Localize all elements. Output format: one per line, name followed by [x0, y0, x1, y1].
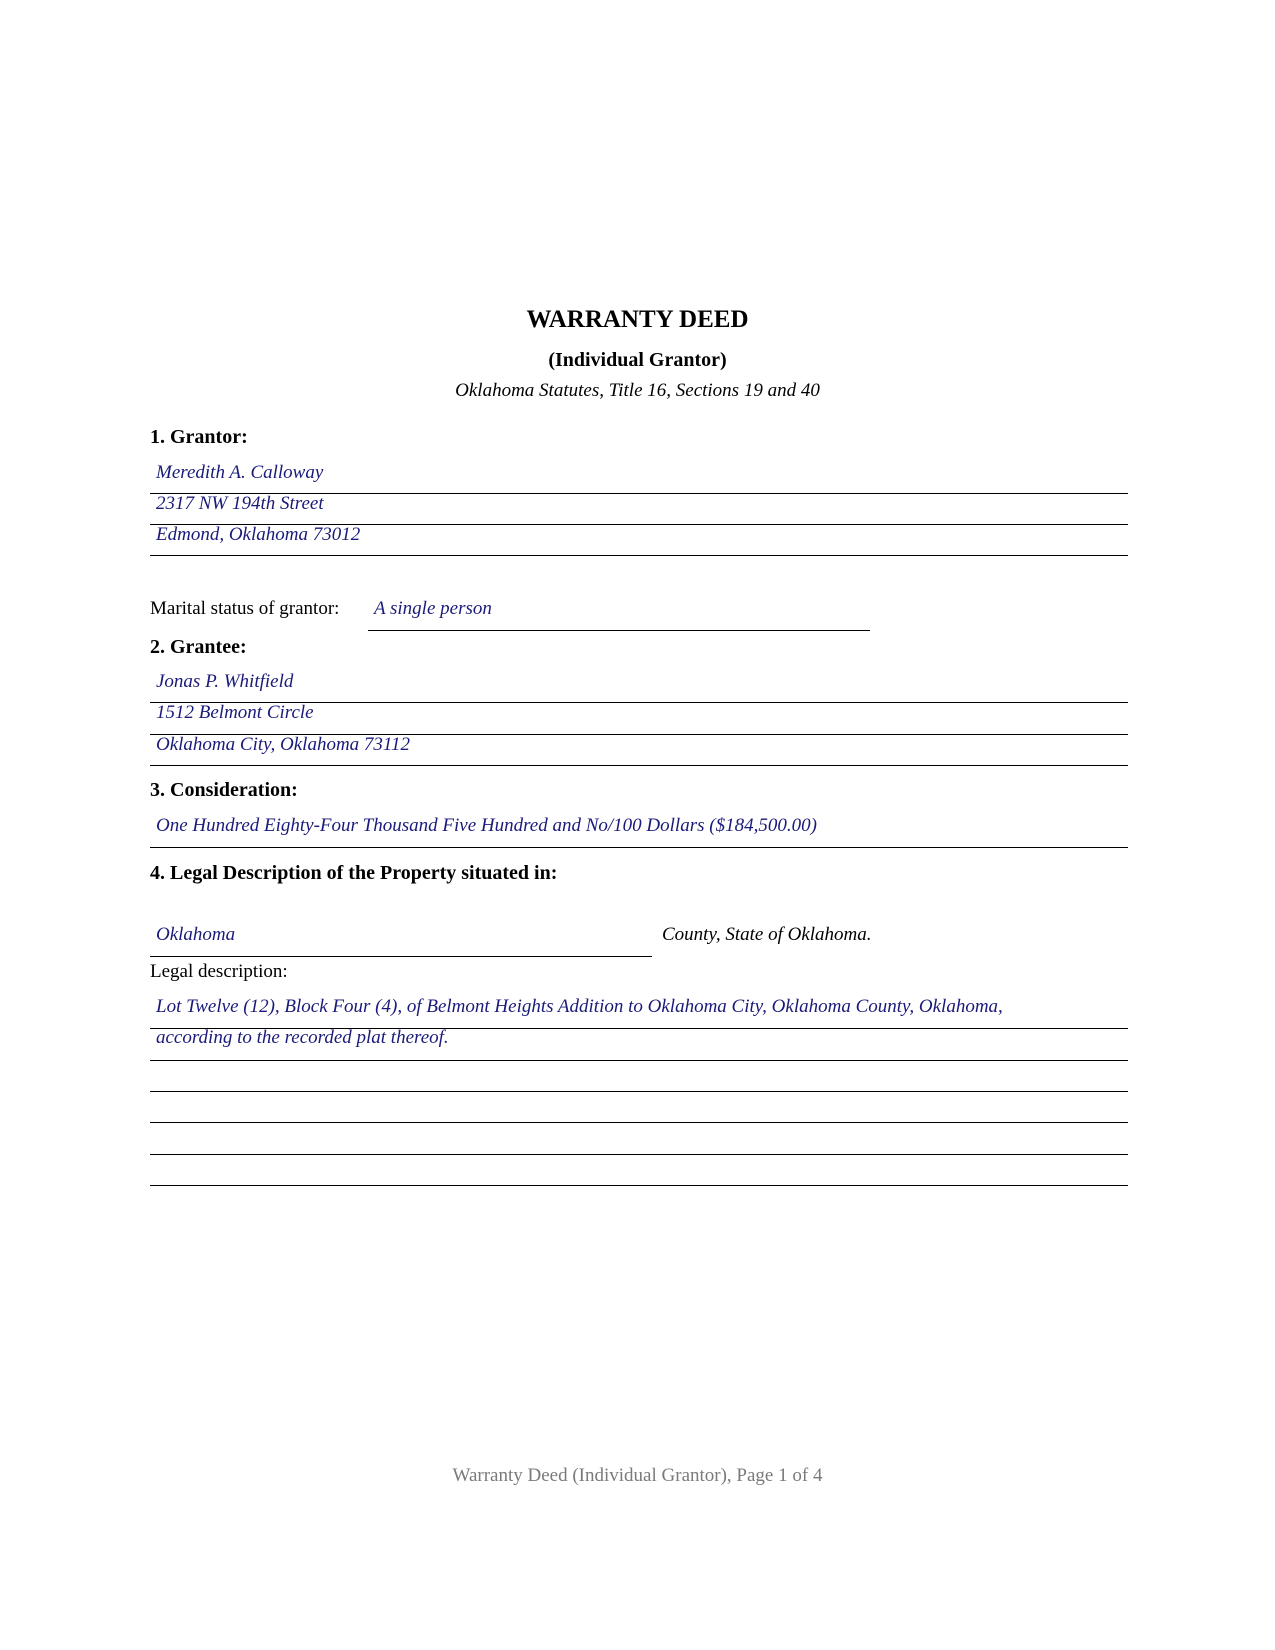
legal-line-4 [150, 1122, 1128, 1123]
county-suffix: County, State of Oklahoma. [662, 924, 872, 945]
grantor-address1-field[interactable]: 2317 NW 194th Street [156, 493, 324, 514]
legal-line-5 [150, 1154, 1128, 1155]
grantee-address2-field[interactable]: Oklahoma City, Oklahoma 73112 [156, 734, 411, 755]
grantee-address1-field[interactable]: 1512 Belmont Circle [156, 702, 314, 723]
legal-line-2 [150, 1060, 1128, 1061]
legal-description-line-2[interactable]: according to the recorded plat thereof. [156, 1027, 449, 1048]
legal-description-label: Legal description: [150, 961, 288, 982]
grantor-address2-field[interactable]: Edmond, Oklahoma 73012 [156, 524, 361, 545]
page-footer: Warranty Deed (Individual Grantor), Page 1 of 4 [452, 1465, 823, 1486]
legal-description-line-1[interactable]: Lot Twelve (12), Block Four (4), of Belmont Heights Addition to Oklahoma City, Oklahoma County, Oklahoma, [156, 996, 1003, 1017]
marital-status-field[interactable]: A single person [374, 598, 492, 619]
document-title: WARRANTY DEED [526, 306, 749, 333]
legal-description-heading: 4. Legal Description of the Property situated in: [150, 862, 558, 884]
grantor-name-field[interactable]: Meredith A. Calloway [156, 462, 324, 483]
grantee-name-field[interactable]: Jonas P. Whitfield [156, 671, 294, 692]
grantee-heading: 2. Grantee: [150, 636, 247, 658]
legal-line-3 [150, 1091, 1128, 1092]
statute-reference: Oklahoma Statutes, Title 16, Sections 19 and 40 [455, 380, 820, 401]
consideration-field[interactable]: One Hundred Eighty-Four Thousand Five Hundred and No/100 Dollars ($184,500.00) [156, 815, 817, 836]
grantee-address2-line [150, 765, 1128, 766]
grantor-address2-line [150, 555, 1128, 556]
marital-status-line [368, 630, 870, 631]
county-line [150, 956, 652, 957]
consideration-heading: 3. Consideration: [150, 779, 298, 801]
document-subtitle: (Individual Grantor) [548, 349, 727, 371]
marital-status-label: Marital status of grantor: [150, 598, 340, 619]
consideration-line [150, 847, 1128, 848]
county-field[interactable]: Oklahoma [156, 924, 236, 945]
legal-line-6 [150, 1185, 1128, 1186]
grantor-heading: 1. Grantor: [150, 426, 248, 448]
